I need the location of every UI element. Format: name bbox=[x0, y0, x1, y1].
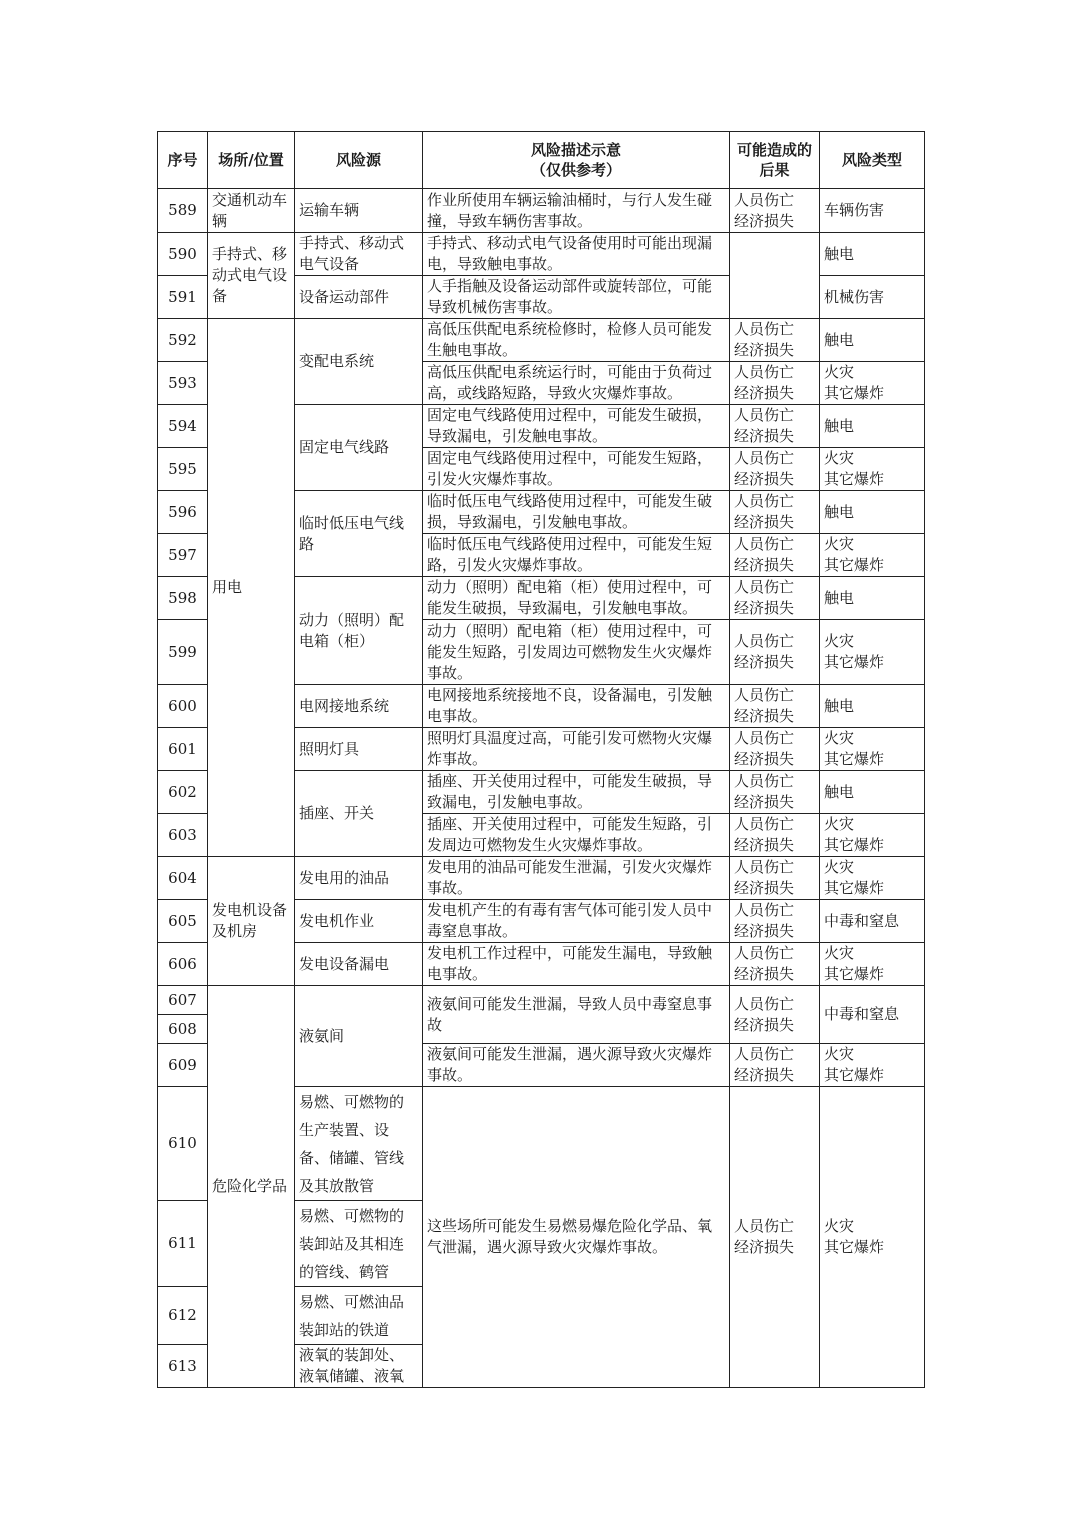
risk-type-cell: 触电 bbox=[820, 685, 925, 728]
risk-description-cell: 插座、开关使用过程中，可能发生短路，引发周边可燃物发生火灾爆炸事故。 bbox=[423, 814, 730, 857]
consequence-loss: 经济损失 bbox=[734, 922, 795, 940]
risk-source-cell: 易燃、可燃物的装卸站及其相连的管线、鹤管 bbox=[295, 1201, 423, 1287]
consequence-cell bbox=[730, 1044, 820, 1087]
table-row bbox=[158, 319, 925, 362]
type-fire: 火灾 bbox=[824, 944, 855, 962]
risk-type-cell: 中毒和窒息 bbox=[820, 986, 925, 1044]
consequence-cell bbox=[730, 448, 820, 491]
consequence-loss: 经济损失 bbox=[734, 513, 795, 531]
row-number: 592 bbox=[158, 319, 208, 362]
header-type: 风险类型 bbox=[820, 132, 925, 189]
consequence-cell bbox=[730, 857, 820, 900]
risk-description-cell: 动力（照明）配电箱（柜）使用过程中，可能发生短路，引发周边可燃物发生火灾爆炸事故。 bbox=[423, 620, 730, 685]
consequence-cell bbox=[730, 728, 820, 771]
consequence-cell bbox=[730, 362, 820, 405]
risk-description-cell: 动力（照明）配电箱（柜）使用过程中，可能发生破损，导致漏电，引发触电事故。 bbox=[423, 577, 730, 620]
location-cell: 交通机动车辆 bbox=[208, 189, 295, 233]
consequence-cell bbox=[730, 405, 820, 448]
consequence-loss: 经济损失 bbox=[734, 879, 795, 897]
consequence-cell bbox=[730, 620, 820, 685]
consequence-casualty: 人员伤亡 bbox=[734, 320, 795, 338]
risk-description-cell: 人手指触及设备运动部件或旋转部位，可能导致机械伤害事故。 bbox=[423, 276, 730, 319]
type-explosion: 其它爆炸 bbox=[824, 1238, 885, 1256]
risk-description-cell: 临时低压电气线路使用过程中，可能发生破损，导致漏电，引发触电事故。 bbox=[423, 491, 730, 534]
table-row bbox=[158, 857, 925, 900]
consequence-loss: 经济损失 bbox=[734, 793, 795, 811]
risk-description-cell: 发电机产生的有毒有害气体可能引发人员中毒窒息事故。 bbox=[423, 900, 730, 943]
type-explosion: 其它爆炸 bbox=[824, 384, 885, 402]
risk-type-cell: 触电 bbox=[820, 577, 925, 620]
consequence-casualty: 人员伤亡 bbox=[734, 492, 795, 510]
type-explosion: 其它爆炸 bbox=[824, 836, 885, 854]
risk-source-cell: 设备运动部件 bbox=[295, 276, 423, 319]
risk-type-cell bbox=[820, 620, 925, 685]
row-number: 603 bbox=[158, 814, 208, 857]
consequence-cell bbox=[730, 491, 820, 534]
row-number: 595 bbox=[158, 448, 208, 491]
consequence-casualty: 人员伤亡 bbox=[734, 363, 795, 381]
risk-source-cell: 液氨间 bbox=[295, 986, 423, 1087]
row-number: 607 bbox=[158, 986, 208, 1015]
row-number: 596 bbox=[158, 491, 208, 534]
consequence-cell bbox=[730, 1087, 820, 1388]
type-fire: 火灾 bbox=[824, 363, 855, 381]
risk-table bbox=[157, 131, 925, 1388]
consequence-casualty: 人员伤亡 bbox=[734, 578, 795, 596]
risk-source-cell: 照明灯具 bbox=[295, 728, 423, 771]
risk-description-cell: 这些场所可能发生易燃易爆危险化学品、氧气泄漏，遇火源导致火灾爆炸事故。 bbox=[423, 1087, 730, 1388]
header-description bbox=[423, 132, 730, 189]
risk-type-cell: 机械伤害 bbox=[820, 276, 925, 319]
consequence-loss: 经济损失 bbox=[734, 1066, 795, 1084]
row-number: 590 bbox=[158, 233, 208, 276]
consequence-casualty: 人员伤亡 bbox=[734, 632, 795, 650]
risk-source-cell: 固定电气线路 bbox=[295, 405, 423, 491]
risk-source-cell: 变配电系统 bbox=[295, 319, 423, 405]
consequence-loss: 经济损失 bbox=[734, 427, 795, 445]
consequence-loss: 经济损失 bbox=[734, 1015, 795, 1034]
risk-description-cell: 电网接地系统接地不良，设备漏电，引发触电事故。 bbox=[423, 685, 730, 728]
type-explosion: 其它爆炸 bbox=[824, 653, 885, 671]
risk-description-cell: 液氨间可能发生泄漏，遇火源导致火灾爆炸事故。 bbox=[423, 1044, 730, 1087]
risk-source-cell: 发电设备漏电 bbox=[295, 943, 423, 986]
risk-description-cell: 液氨间可能发生泄漏，导致人员中毒窒息事故 bbox=[423, 986, 730, 1044]
header-location: 场所/位置 bbox=[208, 132, 295, 189]
consequence-loss: 经济损失 bbox=[734, 211, 795, 230]
row-number: 606 bbox=[158, 943, 208, 986]
consequence-cell bbox=[730, 189, 820, 233]
risk-type-cell bbox=[820, 362, 925, 405]
risk-type-cell bbox=[820, 857, 925, 900]
risk-description-cell: 插座、开关使用过程中，可能发生破损，导致漏电，引发触电事故。 bbox=[423, 771, 730, 814]
row-number: 612 bbox=[158, 1287, 208, 1345]
row-number: 613 bbox=[158, 1345, 208, 1388]
header-description-note: （仅供参考） bbox=[530, 161, 621, 179]
risk-type-cell bbox=[820, 943, 925, 986]
row-number: 610 bbox=[158, 1087, 208, 1201]
risk-description-cell: 发电机工作过程中，可能发生漏电，导致触电事故。 bbox=[423, 943, 730, 986]
row-number: 601 bbox=[158, 728, 208, 771]
row-number: 611 bbox=[158, 1201, 208, 1287]
risk-type-cell bbox=[820, 728, 925, 771]
type-explosion: 其它爆炸 bbox=[824, 750, 885, 768]
risk-type-cell: 触电 bbox=[820, 405, 925, 448]
risk-description-cell: 临时低压电气线路使用过程中，可能发生短路，引发火灾爆炸事故。 bbox=[423, 534, 730, 577]
risk-source-cell: 手持式、移动式电气设备 bbox=[295, 233, 423, 276]
consequence-cell bbox=[730, 771, 820, 814]
consequence-casualty: 人员伤亡 bbox=[734, 535, 795, 553]
type-fire: 火灾 bbox=[824, 1045, 855, 1063]
risk-source-cell: 插座、开关 bbox=[295, 771, 423, 857]
location-cell: 手持式、移动式电气设备 bbox=[208, 233, 295, 319]
risk-description-cell: 固定电气线路使用过程中，可能发生破损，导致漏电，引发触电事故。 bbox=[423, 405, 730, 448]
consequence-loss: 经济损失 bbox=[734, 470, 795, 488]
consequence-cell bbox=[730, 577, 820, 620]
type-explosion: 其它爆炸 bbox=[824, 470, 885, 488]
consequence-casualty: 人员伤亡 bbox=[734, 686, 795, 704]
consequence-casualty: 人员伤亡 bbox=[734, 190, 795, 209]
table-row bbox=[158, 986, 925, 1015]
consequence-cell bbox=[730, 233, 820, 319]
type-explosion: 其它爆炸 bbox=[824, 879, 885, 897]
consequence-cell bbox=[730, 319, 820, 362]
consequence-cell bbox=[730, 534, 820, 577]
risk-type-cell bbox=[820, 1087, 925, 1388]
consequence-casualty: 人员伤亡 bbox=[734, 994, 795, 1013]
row-number: 593 bbox=[158, 362, 208, 405]
risk-type-cell bbox=[820, 448, 925, 491]
risk-description-cell: 照明灯具温度过高，可能引发可燃物火灾爆炸事故。 bbox=[423, 728, 730, 771]
consequence-loss: 经济损失 bbox=[734, 836, 795, 854]
risk-description-cell: 固定电气线路使用过程中，可能发生短路，引发火灾爆炸事故。 bbox=[423, 448, 730, 491]
consequence-casualty: 人员伤亡 bbox=[734, 858, 795, 876]
header-row bbox=[158, 132, 925, 189]
risk-source-cell: 易燃、可燃油品装卸站的铁道 bbox=[295, 1287, 423, 1345]
consequence-casualty: 人员伤亡 bbox=[734, 729, 795, 747]
risk-type-cell: 触电 bbox=[820, 233, 925, 276]
type-fire: 火灾 bbox=[824, 815, 855, 833]
risk-description-cell: 高低压供配电系统检修时，检修人员可能发生触电事故。 bbox=[423, 319, 730, 362]
row-number: 605 bbox=[158, 900, 208, 943]
consequence-casualty: 人员伤亡 bbox=[734, 406, 795, 424]
type-fire: 火灾 bbox=[824, 535, 855, 553]
risk-type-cell: 触电 bbox=[820, 491, 925, 534]
risk-type-cell bbox=[820, 1044, 925, 1087]
consequence-cell bbox=[730, 814, 820, 857]
risk-source-cell: 液氧的装卸处、液氧储罐、液氧 bbox=[295, 1345, 423, 1388]
type-explosion: 其它爆炸 bbox=[824, 556, 885, 574]
risk-description-cell: 高低压供配电系统运行时，可能由于负荷过高，或线路短路，导致火灾爆炸事故。 bbox=[423, 362, 730, 405]
consequence-casualty: 人员伤亡 bbox=[734, 901, 795, 919]
row-number: 602 bbox=[158, 771, 208, 814]
row-number: 609 bbox=[158, 1044, 208, 1087]
location-cell: 用电 bbox=[208, 319, 295, 857]
type-fire: 火灾 bbox=[824, 858, 855, 876]
consequence-loss: 经济损失 bbox=[734, 384, 795, 402]
table-row bbox=[158, 189, 925, 233]
risk-source-cell: 临时低压电气线路 bbox=[295, 491, 423, 577]
risk-type-cell: 触电 bbox=[820, 771, 925, 814]
consequence-casualty: 人员伤亡 bbox=[734, 1217, 795, 1235]
risk-description-cell: 发电用的油品可能发生泄漏，引发火灾爆炸事故。 bbox=[423, 857, 730, 900]
risk-type-cell: 中毒和窒息 bbox=[820, 900, 925, 943]
consequence-loss: 经济损失 bbox=[734, 556, 795, 574]
type-fire: 火灾 bbox=[824, 632, 855, 650]
row-number: 599 bbox=[158, 620, 208, 685]
consequence-cell bbox=[730, 685, 820, 728]
location-cell: 发电机设备及机房 bbox=[208, 857, 295, 986]
consequence-loss: 经济损失 bbox=[734, 1238, 795, 1256]
header-consequence: 可能造成的后果 bbox=[730, 132, 820, 189]
row-number: 597 bbox=[158, 534, 208, 577]
row-number: 589 bbox=[158, 189, 208, 233]
consequence-cell bbox=[730, 943, 820, 986]
risk-type-cell: 车辆伤害 bbox=[820, 189, 925, 233]
risk-source-cell: 易燃、可燃物的生产装置、设备、储罐、管线及其放散管 bbox=[295, 1087, 423, 1201]
consequence-casualty: 人员伤亡 bbox=[734, 1045, 795, 1063]
risk-description-cell: 作业所使用车辆运输油桶时，与行人发生碰撞，导致车辆伤害事故。 bbox=[423, 189, 730, 233]
table-row bbox=[158, 233, 925, 276]
risk-source-cell: 发电机作业 bbox=[295, 900, 423, 943]
consequence-loss: 经济损失 bbox=[734, 653, 795, 671]
risk-type-cell: 触电 bbox=[820, 319, 925, 362]
type-fire: 火灾 bbox=[824, 1217, 855, 1235]
consequence-loss: 经济损失 bbox=[734, 750, 795, 768]
location-cell: 危险化学品 bbox=[208, 986, 295, 1388]
row-number: 591 bbox=[158, 276, 208, 319]
risk-type-cell bbox=[820, 534, 925, 577]
consequence-loss: 经济损失 bbox=[734, 707, 795, 725]
risk-source-cell: 动力（照明）配电箱（柜） bbox=[295, 577, 423, 685]
consequence-cell bbox=[730, 986, 820, 1044]
row-number: 608 bbox=[158, 1015, 208, 1044]
risk-source-cell: 运输车辆 bbox=[295, 189, 423, 233]
risk-description-cell: 手持式、移动式电气设备使用时可能出现漏电，导致触电事故。 bbox=[423, 233, 730, 276]
consequence-casualty: 人员伤亡 bbox=[734, 772, 795, 790]
row-number: 594 bbox=[158, 405, 208, 448]
type-explosion: 其它爆炸 bbox=[824, 965, 885, 983]
consequence-cell bbox=[730, 900, 820, 943]
consequence-loss: 经济损失 bbox=[734, 341, 795, 359]
row-number: 604 bbox=[158, 857, 208, 900]
risk-type-cell bbox=[820, 814, 925, 857]
header-source: 风险源 bbox=[295, 132, 423, 189]
consequence-loss: 经济损失 bbox=[734, 965, 795, 983]
consequence-loss: 经济损失 bbox=[734, 599, 795, 617]
consequence-casualty: 人员伤亡 bbox=[734, 944, 795, 962]
consequence-casualty: 人员伤亡 bbox=[734, 449, 795, 467]
type-explosion: 其它爆炸 bbox=[824, 1066, 885, 1084]
row-number: 600 bbox=[158, 685, 208, 728]
header-description-main: 风险描述示意 bbox=[530, 141, 621, 159]
type-fire: 火灾 bbox=[824, 449, 855, 467]
row-number: 598 bbox=[158, 577, 208, 620]
header-seq: 序号 bbox=[158, 132, 208, 189]
consequence-casualty: 人员伤亡 bbox=[734, 815, 795, 833]
risk-source-cell: 发电用的油品 bbox=[295, 857, 423, 900]
type-fire: 火灾 bbox=[824, 729, 855, 747]
risk-source-cell: 电网接地系统 bbox=[295, 685, 423, 728]
